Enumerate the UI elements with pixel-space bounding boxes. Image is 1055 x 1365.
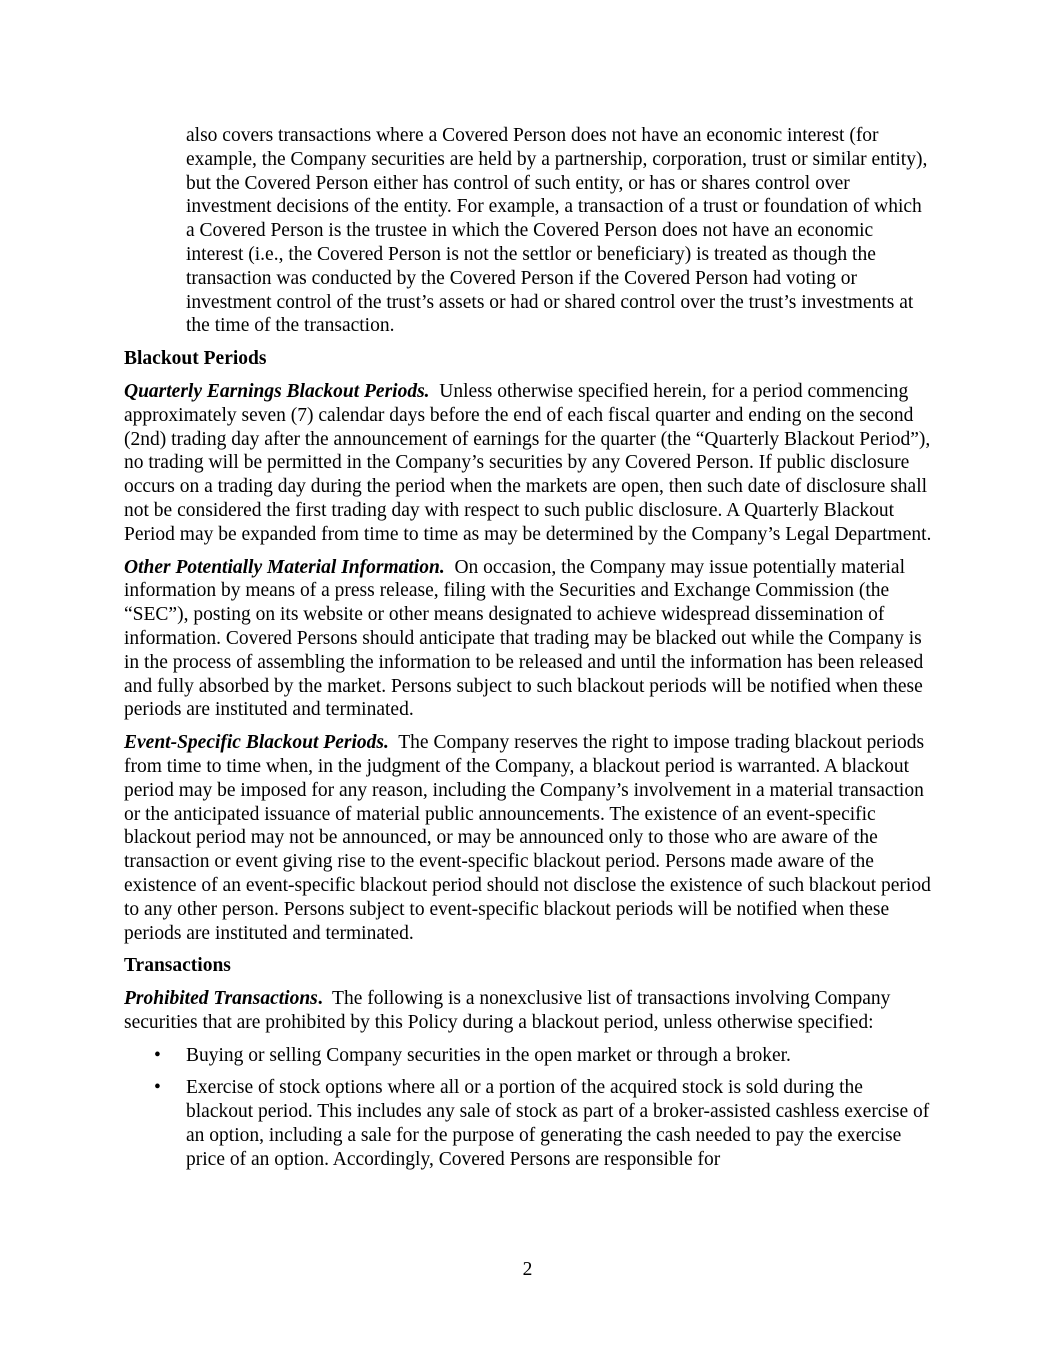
lead-in-other-material: Other Potentially Material Information. xyxy=(124,556,445,578)
paragraph-event-specific-blackout xyxy=(124,731,934,945)
heading-blackout-periods: Blackout Periods xyxy=(124,348,267,370)
prohibited-transactions-list xyxy=(124,1044,934,1172)
body-prohibited: The following is a nonexclusive list of transactions involving Company securities that are prohibited by this Policy during a blackout period, unless otherwise specified: xyxy=(124,988,891,1033)
page-number: 2 xyxy=(522,1259,533,1280)
list-item xyxy=(124,1044,934,1068)
continuation-paragraph: also covers transactions where a Covered Person does not have an economic interest (for example, the Company securities are held by a partnership, corporation, trust or similar entity), but the Covered Person either has control of such entity, or has or shares control over investment decisions of the entity. For example, a transaction of a trust or foundation of which a Covered Person is the trustee in which the Covered Person does not have an economic interest (i.e., the Covered Person is not the settlor or beneficiary) is treated as though the transaction was conducted by the Covered Person if the Covered Person had voting or investment control of the trust’s assets or had or shared control over the trust’s investments at the time of the transaction. xyxy=(186,125,928,337)
list-item xyxy=(124,1076,934,1171)
lead-in-event-specific: Event-Specific Blackout Periods. xyxy=(124,732,389,754)
bullet-icon: • xyxy=(154,1077,161,1099)
paragraph-quarterly-blackout xyxy=(124,380,934,547)
list-item-text: Buying or selling Company securities in the open market or through a broker. xyxy=(186,1044,791,1066)
body-quarterly: Unless otherwise specified herein, for a period commencing approximately seven (7) calendar days before the end of each fiscal quarter and ending on the second (2nd) trading day after the announcement of earnings for the quarter (the “Quarterly Blackout Period”), no trading will be permitted in the Company’s securities by any Covered Person. If public disclosure occurs on a trading day during the period when the markets are open, then such date of disclosure shall not be considered the first trading day with respect to such public disclosure. A Quarterly Blackout Period may be expanded from time to time as may be determined by the Company’s Legal Department. xyxy=(124,380,932,545)
list-item-text: Exercise of stock options where all or a portion of the acquired stock is sold during the blackout period. This includes any sale of stock as part of a broker-assisted cashless exercise of an option, including a sale for the purpose of generating the cash needed to pay the exercise price of an option. Accordingly, Covered Persons are responsible for xyxy=(186,1077,930,1170)
body-event-specific: The Company reserves the right to impose trading blackout periods from time to time when, in the judgment of the Company, a blackout period is warranted. A blackout period may be imposed for any reason, including the Company’s involvement in a material transaction or the anticipated issuance of material public announcements. The existence of an event-specific blackout period may not be announced, or may be announced only to those who are aware of the transaction or event giving rise to the event-specific blackout period. Persons made aware of the existence of an event-specific blackout period should not disclose the existence of such blackout period to any other person. Persons subject to event-specific blackout periods will be notified when these periods are instituted and terminated. xyxy=(124,732,931,944)
lead-in-quarterly: Quarterly Earnings Blackout Periods. xyxy=(124,380,430,402)
bullet-icon: • xyxy=(154,1044,161,1066)
paragraph-prohibited-transactions xyxy=(124,987,934,1035)
body-other-material: On occasion, the Company may issue potentially material information by means of a press release, filing with the Securities and Exchange Commission (the “SEC”), posting on its website or other means designated to achieve widespread dissemination of information. Covered Persons should anticipate that trading may be blacked out while the Company is in the process of assembling the information to be released and until the information has been released and fully absorbed by the market. Persons subject to such blackout periods will be notified when these periods are instituted and terminated. xyxy=(124,556,924,721)
paragraph-other-material-information xyxy=(124,556,934,723)
page-content xyxy=(124,124,934,1181)
lead-in-prohibited: Prohibited Transactions xyxy=(124,988,318,1010)
lead-in-prohibited-period: . xyxy=(317,988,323,1010)
heading-transactions: Transactions xyxy=(124,955,231,977)
